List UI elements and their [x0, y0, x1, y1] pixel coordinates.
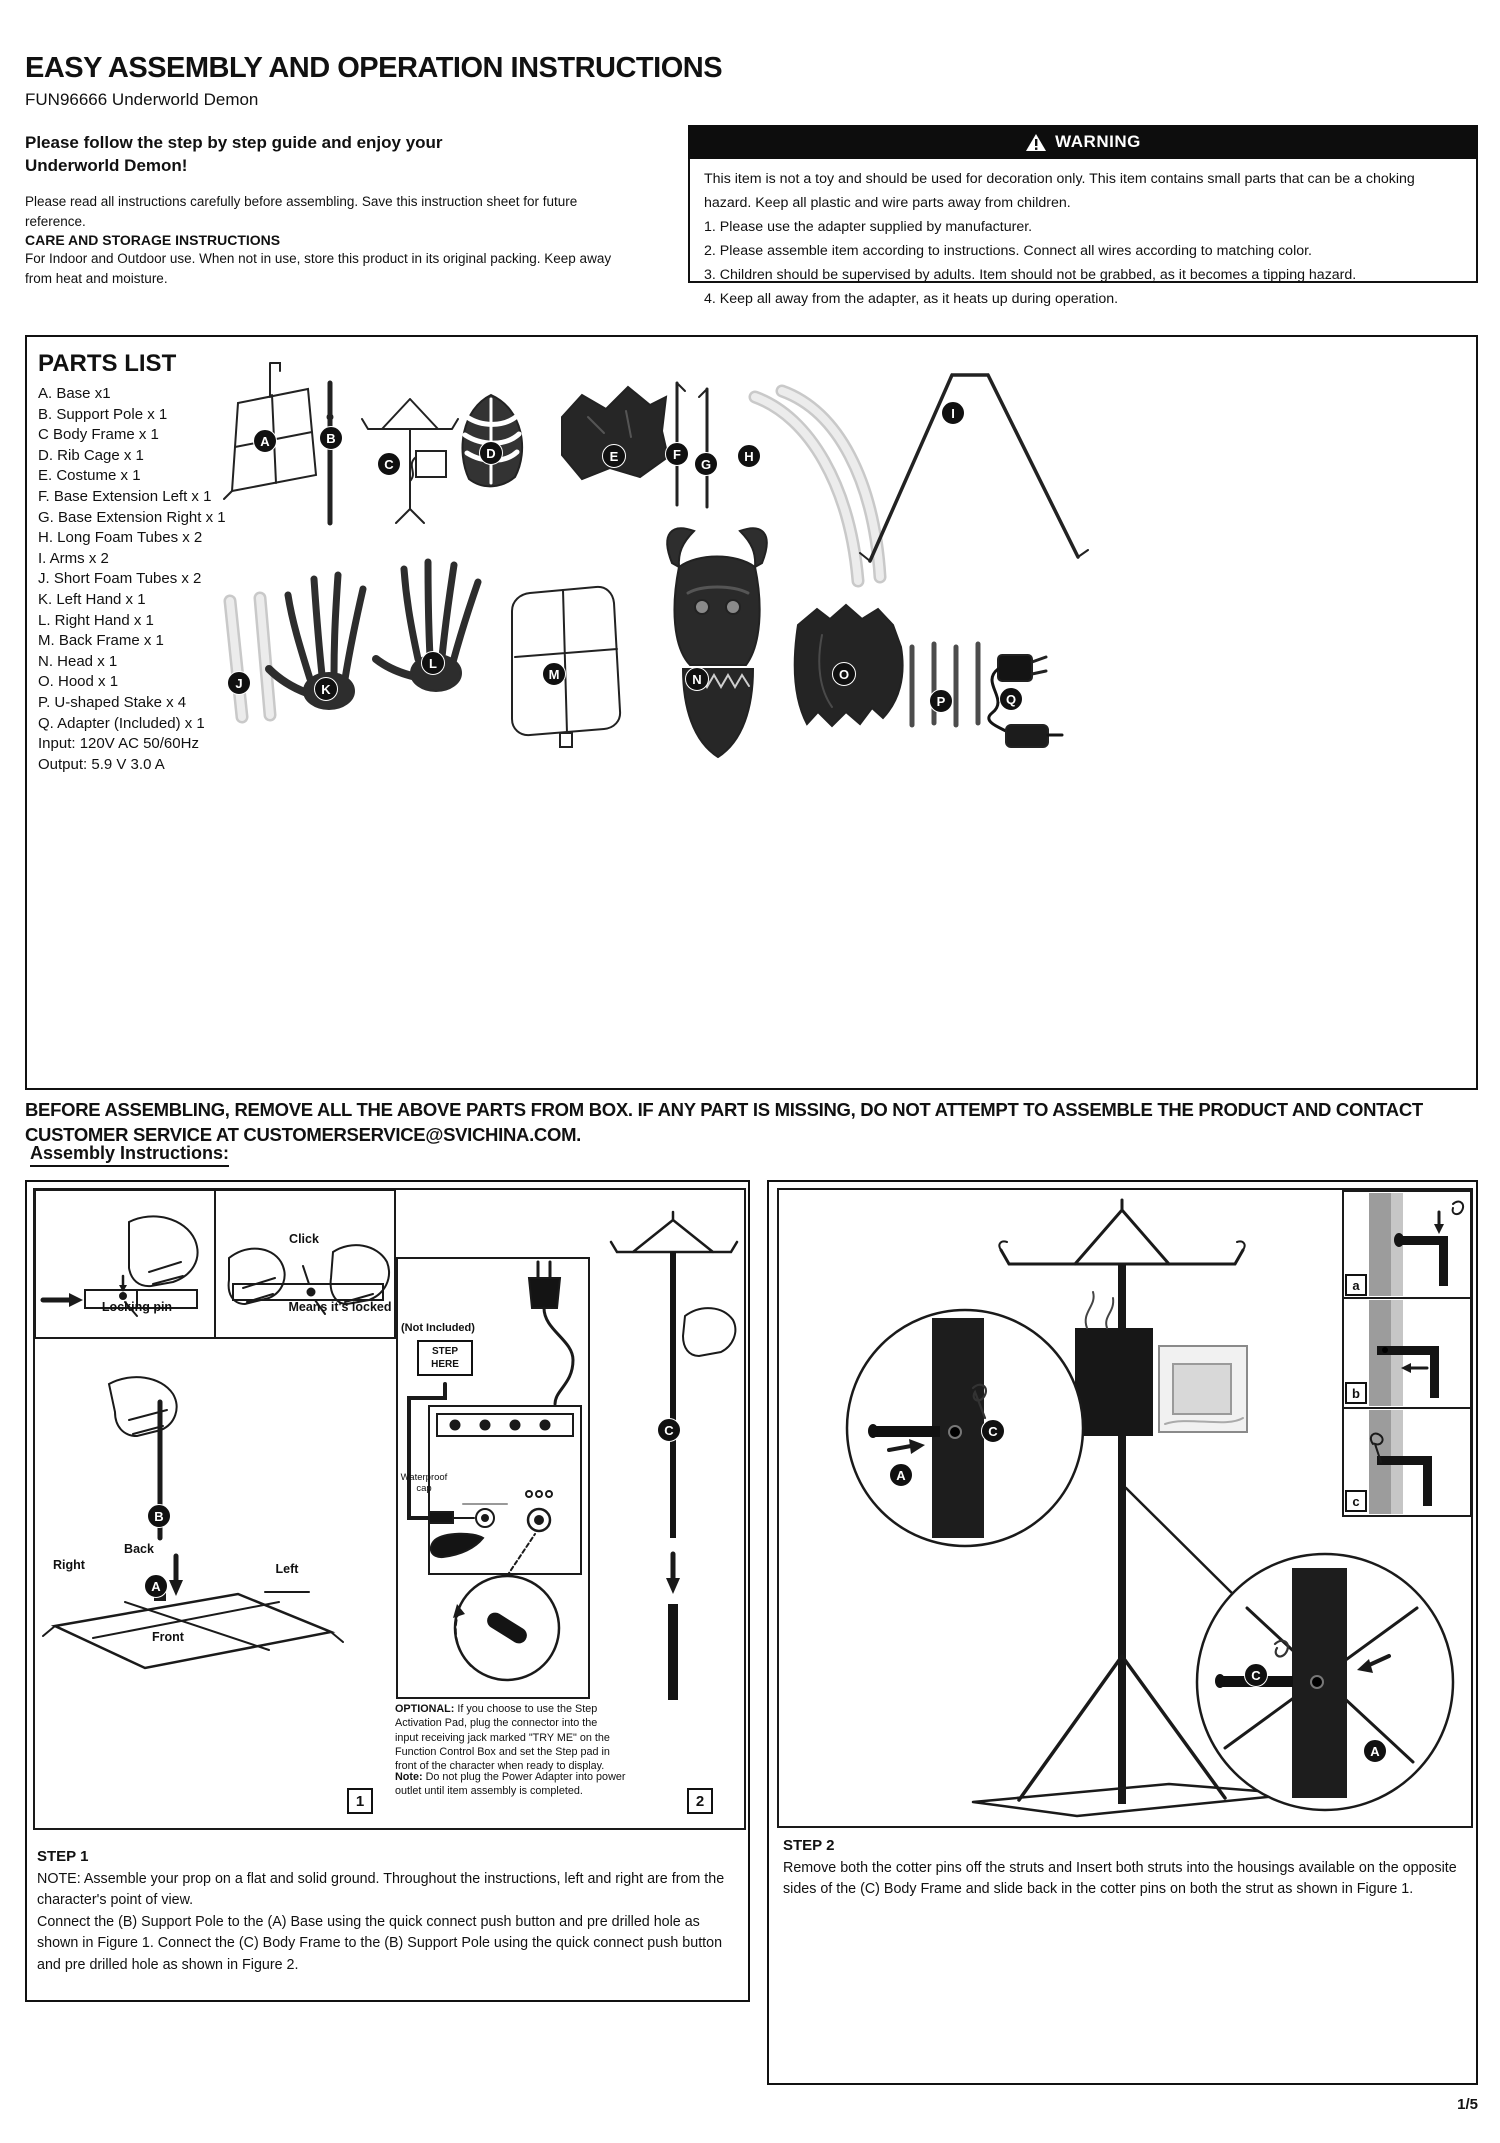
label-back: Back	[124, 1542, 154, 1556]
step1-body: NOTE: Assemble your prop on a flat and solid ground. Throughout the instructions, left and right are from the character's point of view.	[37, 1871, 725, 1909]
warning-intro: This item is not a toy and should be used for decoration only. This item contains small parts that can be a choking hazard. Keep all plastic and wire parts away from children.	[704, 171, 1415, 211]
care-heading: CARE AND STORAGE INSTRUCTIONS	[25, 232, 281, 248]
fig-badge-a-lower: A	[1363, 1739, 1387, 1763]
part-item: E. Costume x 1	[38, 467, 141, 485]
figure-2-number: 2	[687, 1788, 713, 1814]
fig-badge-b: B	[147, 1504, 171, 1528]
fig-badge-c-upper: C	[981, 1419, 1005, 1443]
part-item: G. Base Extension Right x 1	[38, 508, 226, 526]
optional-note: OPTIONAL: If you choose to use the Step Activation Pad, plug the connector into the input receiving jack marked "TRY ME" on the Function Control Box and set the Step pad in front of the character when ready to display.	[395, 1703, 610, 1772]
part-spec: Input: 120V AC 50/60Hz	[38, 735, 199, 753]
step2-figure	[777, 1188, 1473, 1828]
part-item: A. Base x1	[38, 385, 111, 402]
warning-icon	[1025, 133, 1047, 152]
part-badge-c: C	[377, 452, 401, 476]
part-badge-d: D	[479, 441, 503, 465]
figure-1-number: 1	[347, 1788, 373, 1814]
part-item: O. Hood x 1	[38, 673, 119, 691]
assembly-instructions-heading: Assembly Instructions:	[30, 1143, 229, 1167]
warning-body	[688, 159, 1478, 307]
step2-text	[783, 1837, 1467, 1901]
inset-label-c: c	[1345, 1490, 1367, 1512]
part-badge-k: K	[314, 677, 338, 701]
warning-item: 1. Please use the adapter supplied by manufacturer.	[704, 219, 1033, 235]
part-badge-g: G	[694, 452, 718, 476]
part-badge-a: A	[253, 429, 277, 453]
part-badge-m: M	[542, 662, 566, 686]
fig-badge-a: A	[144, 1574, 168, 1598]
fig-badge-c: C	[657, 1418, 681, 1442]
part-item: D. Rib Cage x 1	[38, 446, 144, 464]
part-badge-o: O	[832, 662, 856, 686]
part-item: H. Long Foam Tubes x 2	[38, 529, 203, 547]
part-badge-b: B	[319, 426, 343, 450]
warning-item: 2. Please assemble item according to instructions. Connect all wires according to matching color.	[704, 243, 1312, 259]
warning-item: 4. Keep all away from the adapter, as it heats up during operation.	[704, 291, 1119, 307]
pre-assembly-notice: BEFORE ASSEMBLING, REMOVE ALL THE ABOVE PARTS FROM BOX. IF ANY PART IS MISSING, DO NOT ATTEMPT TO ASSEMBLE THE PRODUCT AND CONTACT CUSTOMER SERVICE AT CUSTOMERSERVICE@SVICHINA.COM.	[25, 1099, 1423, 1145]
fig-badge-a-upper: A	[889, 1463, 913, 1487]
part-item: P. U-shaped Stake x 4	[38, 693, 187, 711]
page-title: EASY ASSEMBLY AND OPERATION INSTRUCTIONS	[25, 52, 723, 84]
part-badge-f: F	[665, 442, 689, 466]
part-item: M. Back Frame x 1	[38, 632, 164, 650]
power-note: Note: Do not plug the Power Adapter into power outlet until item assembly is completed.	[395, 1771, 626, 1798]
page-subtitle: FUN96666 Underworld Demon	[25, 90, 259, 109]
part-item: J. Short Foam Tubes x 2	[38, 570, 202, 588]
step1-title: STEP 1	[37, 1848, 89, 1865]
step1-text	[37, 1848, 739, 1976]
step2-title: STEP 2	[783, 1837, 835, 1854]
label-locking-pin: Locking pin	[101, 1300, 173, 1314]
step1-panel	[25, 1180, 750, 2002]
warning-header	[688, 125, 1478, 159]
label-means-locked: Means it's locked	[288, 1300, 392, 1314]
part-item: F. Base Extension Left x 1	[38, 487, 212, 505]
part-item: C Body Frame x 1	[38, 426, 159, 444]
label-right: Right	[53, 1558, 85, 1572]
intro-body: Please read all instructions carefully before assembling. Save this instruction sheet for future reference.	[25, 194, 578, 229]
part-item: K. Left Hand x 1	[38, 590, 146, 608]
intro-heading: Please follow the step by step guide and enjoy your Underworld Demon!	[25, 133, 443, 175]
step2-panel	[767, 1180, 1478, 2085]
step1-body: Connect the (B) Support Pole to the (A) Base using the quick connect push button and pre drilled hole as shown in Figure 1. Connect the (C) Body Frame to the (B) Support Pole using the quick connect push button and pre drilled hole as shown in Figure 2.	[37, 1913, 723, 1973]
step2-body: Remove both the cotter pins off the struts and Insert both struts into the housings available on the opposite sides of the (C) Body Frame and slide back in the cotter pins on both the strut as shown in Figure 1.	[783, 1860, 1457, 1898]
page-number: 1/5	[1457, 2096, 1478, 2113]
step1-figure	[33, 1188, 746, 1830]
label-left: Left	[275, 1562, 299, 1576]
label-click: Click	[289, 1232, 319, 1246]
label-front: Front	[152, 1630, 184, 1644]
warning-title: WARNING	[1055, 132, 1141, 151]
fig-badge-c-lower: C	[1244, 1663, 1268, 1687]
inset-label-a: a	[1345, 1274, 1367, 1296]
step-here-box: STEP HERE	[417, 1340, 473, 1376]
part-badge-e: E	[602, 444, 626, 468]
part-badge-q: Q	[999, 687, 1023, 711]
label-not-included: (Not Included)	[401, 1322, 475, 1334]
part-badge-l: L	[421, 651, 445, 675]
part-item: L. Right Hand x 1	[38, 611, 154, 629]
warning-item: 3. Children should be supervised by adults. Item should not be grabbed, as it becomes a tipping hazard.	[704, 267, 1357, 283]
part-spec: Output: 5.9 V 3.0 A	[38, 755, 165, 773]
care-body: For Indoor and Outdoor use. When not in use, store this product in its original packing. Keep away from heat and moisture.	[25, 251, 612, 286]
inset-label-b: b	[1345, 1382, 1367, 1404]
part-badge-i: I	[941, 401, 965, 425]
part-badge-n: N	[685, 667, 709, 691]
part-item: Q. Adapter (Included) x 1	[38, 714, 205, 732]
parts-list-title: PARTS LIST	[38, 350, 177, 377]
part-badge-j: J	[227, 671, 251, 695]
part-item: I. Arms x 2	[38, 549, 109, 567]
part-item: B. Support Pole x 1	[38, 405, 168, 423]
part-badge-h: H	[737, 444, 761, 468]
part-item: N. Head x 1	[38, 652, 118, 670]
label-waterproof-cap: Waterproof cap	[400, 1472, 448, 1495]
part-badge-p: P	[929, 689, 953, 713]
